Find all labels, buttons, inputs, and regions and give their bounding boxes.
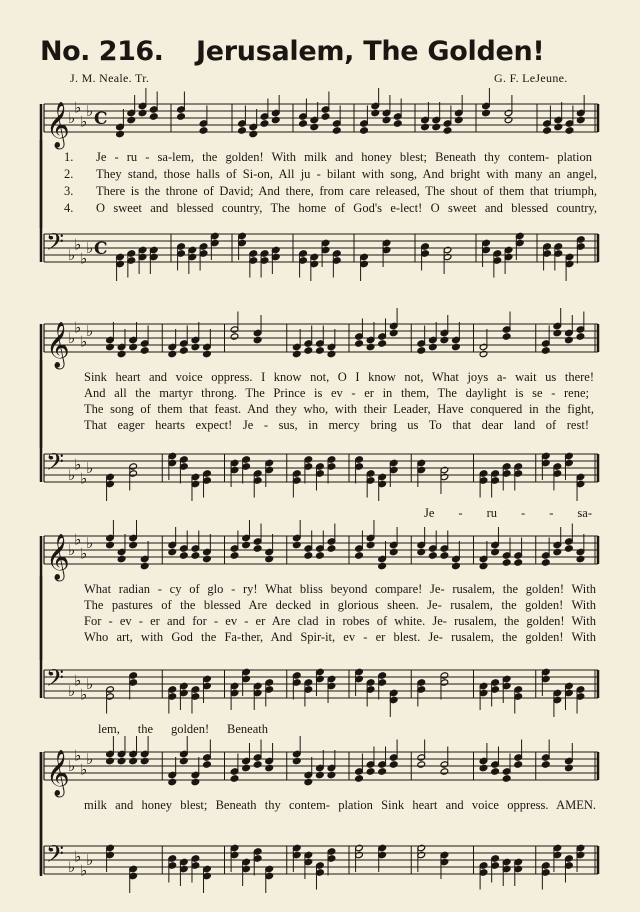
bass-staff [0,838,640,888]
tenor-lyric: lem, the golden! Beneath [98,722,268,736]
note-head [491,768,500,775]
note-head [543,127,552,134]
note-head [565,764,574,771]
note-head [576,555,585,562]
flat-icon: ♭ [68,466,76,484]
flat-icon: ♭ [86,675,94,693]
lyric-line: The song of them that feast. And they who, with their Leader, Have conquered in the fight, [84,402,594,416]
note-head [242,764,251,771]
note-head [514,761,523,768]
flat-icon: ♭ [74,235,82,254]
flat-icon: ♭ [68,109,76,127]
note-head [514,559,523,566]
note-head [304,347,313,354]
note-head [140,757,149,764]
flat-icon: ♭ [80,760,88,779]
note-head [327,771,336,778]
note-head [479,562,488,569]
flat-icon: ♭ [80,112,88,131]
note-head [292,541,301,548]
bass-clef-icon: 𝄢 [46,840,65,873]
note-head [355,340,364,347]
flat-icon: ♭ [74,98,82,117]
note-head [249,130,258,137]
note-head [417,761,426,768]
flat-icon: ♭ [68,757,76,775]
note-head [292,757,301,764]
note-head [440,768,449,775]
note-head [355,775,364,782]
flat-icon: ♭ [86,851,94,869]
note-head [417,548,426,555]
flat-icon: ♭ [74,847,82,866]
note-head [378,768,387,775]
note-head [440,552,449,559]
note-head [117,555,126,562]
note-head [371,109,380,116]
note-head [271,116,280,123]
note-head [140,562,149,569]
note-head [479,350,488,357]
bass-clef-icon: 𝄢 [46,448,65,481]
note-head [265,764,274,771]
note-head [168,350,177,357]
note-head [443,127,452,134]
flat-icon: ♭ [86,102,94,120]
note-head [429,552,438,559]
treble-staff [0,96,640,146]
flat-icon: ♭ [80,249,88,268]
bass-clef-icon: 𝄢 [46,228,65,261]
note-head [129,757,138,764]
treble-clef-icon: 𝄞 [46,750,70,796]
note-head [203,761,212,768]
common-time-icon: C [94,109,108,129]
note-head [332,127,341,134]
tenor-lyric: Je - ru - - sa- [424,506,592,520]
note-head [327,350,336,357]
note-head [382,116,391,123]
note-head [479,764,488,771]
note-head [393,120,402,127]
note-head [203,350,212,357]
treble-clef-icon: 𝄞 [46,534,70,580]
lyric-line: What radian - cy of glo - ry! What bliss beyond compare! Je- rusalem, the golden! With [84,582,596,596]
flat-icon: ♭ [74,530,82,549]
lyric-line: The pastures of the blessed Are decked in glorious sheen. Je- rusalem, the golden! With [84,598,596,612]
treble-clef-icon: 𝄞 [46,102,70,148]
note-head [432,123,441,130]
note-head [265,555,274,562]
composer-credit: G. F. LeJeune. [494,71,568,85]
treble-clef-icon: 𝄞 [46,322,70,368]
flat-icon: ♭ [80,544,88,563]
note-head [253,545,262,552]
note-head [260,120,269,127]
note-head [199,127,208,134]
flat-icon: ♭ [74,455,82,474]
flat-icon: ♭ [74,318,82,337]
note-head [230,775,239,782]
flat-icon: ♭ [68,246,76,264]
note-head [565,545,574,552]
bass-clef-icon: 𝄢 [46,664,65,697]
note-head [553,329,562,336]
flat-icon: ♭ [68,858,76,876]
flat-icon: ♭ [68,541,76,559]
note-head [106,757,115,764]
note-head [541,559,550,566]
lyric-line: And all the martyr throng. The Prince is ev - er in them, The daylight is se - rene; [84,386,589,400]
translator-credit: J. M. Neale. Tr. [70,71,150,85]
flat-icon: ♭ [86,322,94,340]
note-head [316,347,325,354]
flat-icon: ♭ [86,459,94,477]
flat-icon: ♭ [74,746,82,765]
treble-staff [0,528,640,578]
flat-icon: ♭ [68,682,76,700]
lyric-line: Sink heart and voice oppress. I know not, O I know not, What joys a- wait us there! [84,370,594,384]
note-head [129,343,138,350]
note-head [576,333,585,340]
bass-staff [0,446,640,496]
note-head [378,562,387,569]
note-head [389,761,398,768]
note-head [454,116,463,123]
note-head [106,343,115,350]
treble-staff [0,316,640,366]
note-head [389,548,398,555]
flat-icon: ♭ [80,861,88,880]
note-head [129,541,138,548]
lyric-line: For - ev - er and for - ev - er Are clad in robes of white. Je- rusalem, the golden! With [84,614,596,628]
lyric-line: 3. There is the throne of David; And there, from care released, The shout of them that triumph, [64,184,597,198]
note-head [168,548,177,555]
bass-staff [0,226,640,276]
note-head [304,552,313,559]
note-head [378,340,387,347]
note-head [310,123,319,130]
note-head [149,113,158,120]
note-head [576,116,585,123]
hymn-title: Jerusalem, The Golden! [196,36,545,67]
note-head [253,336,262,343]
note-head [116,130,125,137]
flat-icon: ♭ [80,685,88,704]
note-head [253,761,262,768]
lyric-line: 1. Je - ru - sa-lem, the golden! With milk and honey blest; Beneath thy contem- plation [64,150,592,164]
flat-icon: ♭ [80,469,88,488]
note-head [482,109,491,116]
note-head [180,347,189,354]
note-head [565,127,574,134]
note-head [203,555,212,562]
note-head [180,757,189,764]
note-head [117,350,126,357]
note-head [366,541,375,548]
note-head [316,771,325,778]
lyric-line: milk and honey blest; Beneath thy contem- plation Sink heart and voice oppress. AMEN. [84,798,596,812]
flat-icon: ♭ [86,534,94,552]
note-head [230,552,239,559]
note-head [316,552,325,559]
note-head [421,123,430,130]
lyric-line: That eager hearts expect! Je - sus, in mercy bring us To that dear land of rest! [84,418,589,432]
note-head [389,329,398,336]
note-head [366,768,375,775]
note-head [327,545,336,552]
note-head [360,127,369,134]
flat-icon: ♭ [86,750,94,768]
lyric-line: 2. They stand, those halls of Si-on, All ju - bilant with song, And bright with many an angel, [64,167,597,181]
note-head [502,559,511,566]
note-head [230,333,239,340]
lyric-line: Who art, with God the Fa-ther, And Spir-it, ev - er blest. Je- rusalem, the golden! With [84,630,596,644]
lyric-line: 4. O sweet and blessed country, The home of God's e-lect! O sweet and blessed country, [64,201,597,215]
note-head [180,552,189,559]
note-head [491,548,500,555]
note-head [417,347,426,354]
note-head [117,757,126,764]
note-head [355,552,364,559]
note-head [565,336,574,343]
note-head [299,120,308,127]
flat-icon: ♭ [86,239,94,257]
note-head [242,541,251,548]
flat-icon: ♭ [74,671,82,690]
note-head [452,343,461,350]
note-head [429,343,438,350]
note-head [138,109,147,116]
flat-icon: ♭ [68,329,76,347]
note-head [168,778,177,785]
note-head [366,343,375,350]
note-head [502,333,511,340]
note-head [106,541,115,548]
note-head [177,113,186,120]
note-head [452,562,461,569]
hymn-number: No. 216. [40,36,164,67]
note-head [191,343,200,350]
note-head [504,116,513,123]
note-head [440,336,449,343]
common-time-icon: C [94,239,108,259]
note-head [191,778,200,785]
treble-staff [0,744,640,794]
note-head [553,548,562,555]
note-head [127,116,136,123]
note-head [321,113,330,120]
note-head [502,775,511,782]
bass-staff [0,662,640,712]
note-head [191,552,200,559]
note-head [238,127,247,134]
note-head [292,350,301,357]
note-head [304,778,313,785]
note-head [541,347,550,354]
note-head [140,347,149,354]
flat-icon: ♭ [80,332,88,351]
note-head [554,123,563,130]
note-head [541,761,550,768]
